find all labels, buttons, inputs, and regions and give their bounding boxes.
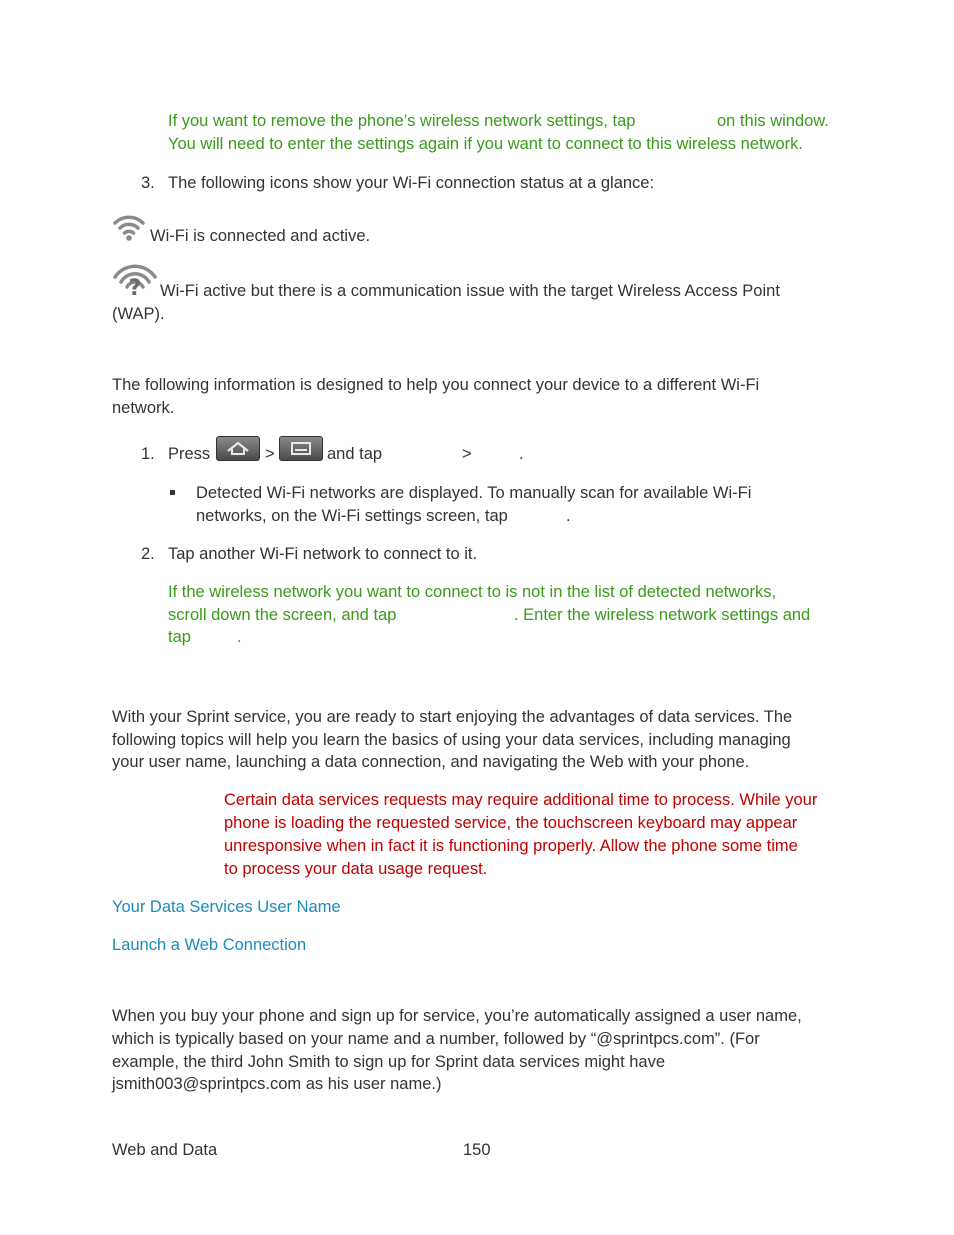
bullet-text-2-end: . [566,507,571,525]
footer-page-number: 150 [463,1141,491,1159]
note-connect-3b: . [237,628,242,646]
bullet-marker [170,490,175,495]
step-3-number: 3. [141,174,155,192]
step-1-gt2: > [462,445,472,463]
step-3-text: The following icons show your Wi-Fi connection status at a glance: [168,174,655,192]
step-1-number: 1. [141,445,155,463]
wifi-connected-text: Wi-Fi is connected and active. [150,227,371,245]
connect-intro-2: network. [112,399,175,417]
step-1-and-tap: and tap [327,445,383,463]
note-remove-line1-b: on this window. [717,112,829,130]
home-key-icon [216,436,260,461]
user-name-p1: When you buy your phone and sign up for service, you’re automatically assigned a user name, [112,1007,802,1025]
warning-line-1: Certain data services requests may require additional time to process. While your [224,791,818,809]
note-remove-line1-a: If you want to remove the phone’s wireless network settings, tap [168,112,636,130]
warning-line-3: unresponsive when in fact it is functioning properly. Allow the phone some time [224,837,798,855]
warning-line-4: to process your data usage request. [224,860,488,878]
bullet-text-1: Detected Wi-Fi networks are displayed. To manually scan for available Wi-Fi [196,484,752,502]
user-name-p2: which is typically based on your name and a number, followed by “@sprintpcs.com”. (For [112,1030,760,1048]
step-1-period: . [519,445,524,463]
data-services-p1: With your Sprint service, you are ready to start enjoying the advantages of data services. The [112,708,793,726]
data-services-p2: following topics will help you learn the basics of using your data services, including managing [112,731,791,749]
step-2-text: Tap another Wi-Fi network to connect to it. [168,545,478,563]
data-services-p3: your user name, launching a data connection, and navigating the Web with your phone. [112,753,750,771]
wifi-question-icon [112,264,158,298]
user-name-p3: example, the third John Smith to sign up for Sprint data services might have [112,1053,666,1071]
bullet-text-2: networks, on the Wi-Fi settings screen, tap [196,507,508,525]
wifi-issue-text-1: Wi-Fi active but there is a communication issue with the target Wireless Access Point [160,282,780,300]
note-remove-line2: You will need to enter the settings again if you want to connect to this wireless network. [168,135,804,153]
link-data-services-user-name[interactable]: Your Data Services User Name [112,898,341,916]
svg-text:?: ? [128,276,142,298]
menu-key-icon [279,436,323,461]
connect-intro-1: The following information is designed to help you connect your device to a different Wi-Fi [112,376,760,394]
link-launch-web-connection[interactable]: Launch a Web Connection [112,936,307,954]
step-2-number: 2. [141,545,155,563]
warning-line-2: phone is loading the requested service, the touchscreen keyboard may appear [224,814,798,832]
note-connect-1: If the wireless network you want to connect to is not in the list of detected networks, [168,583,777,601]
footer-section: Web and Data [112,1141,218,1159]
note-connect-2a: scroll down the screen, and tap [168,606,397,624]
step-1-gt: > [265,445,275,463]
user-name-p4: jsmith003@sprintpcs.com as his user name.) [112,1075,442,1093]
wifi-connected-icon [112,211,146,243]
wifi-issue-text-2: (WAP). [112,305,165,323]
note-connect-2b: . Enter the wireless network settings and [514,606,811,624]
step-1-press: Press [168,445,211,463]
note-connect-3a: tap [168,628,191,646]
